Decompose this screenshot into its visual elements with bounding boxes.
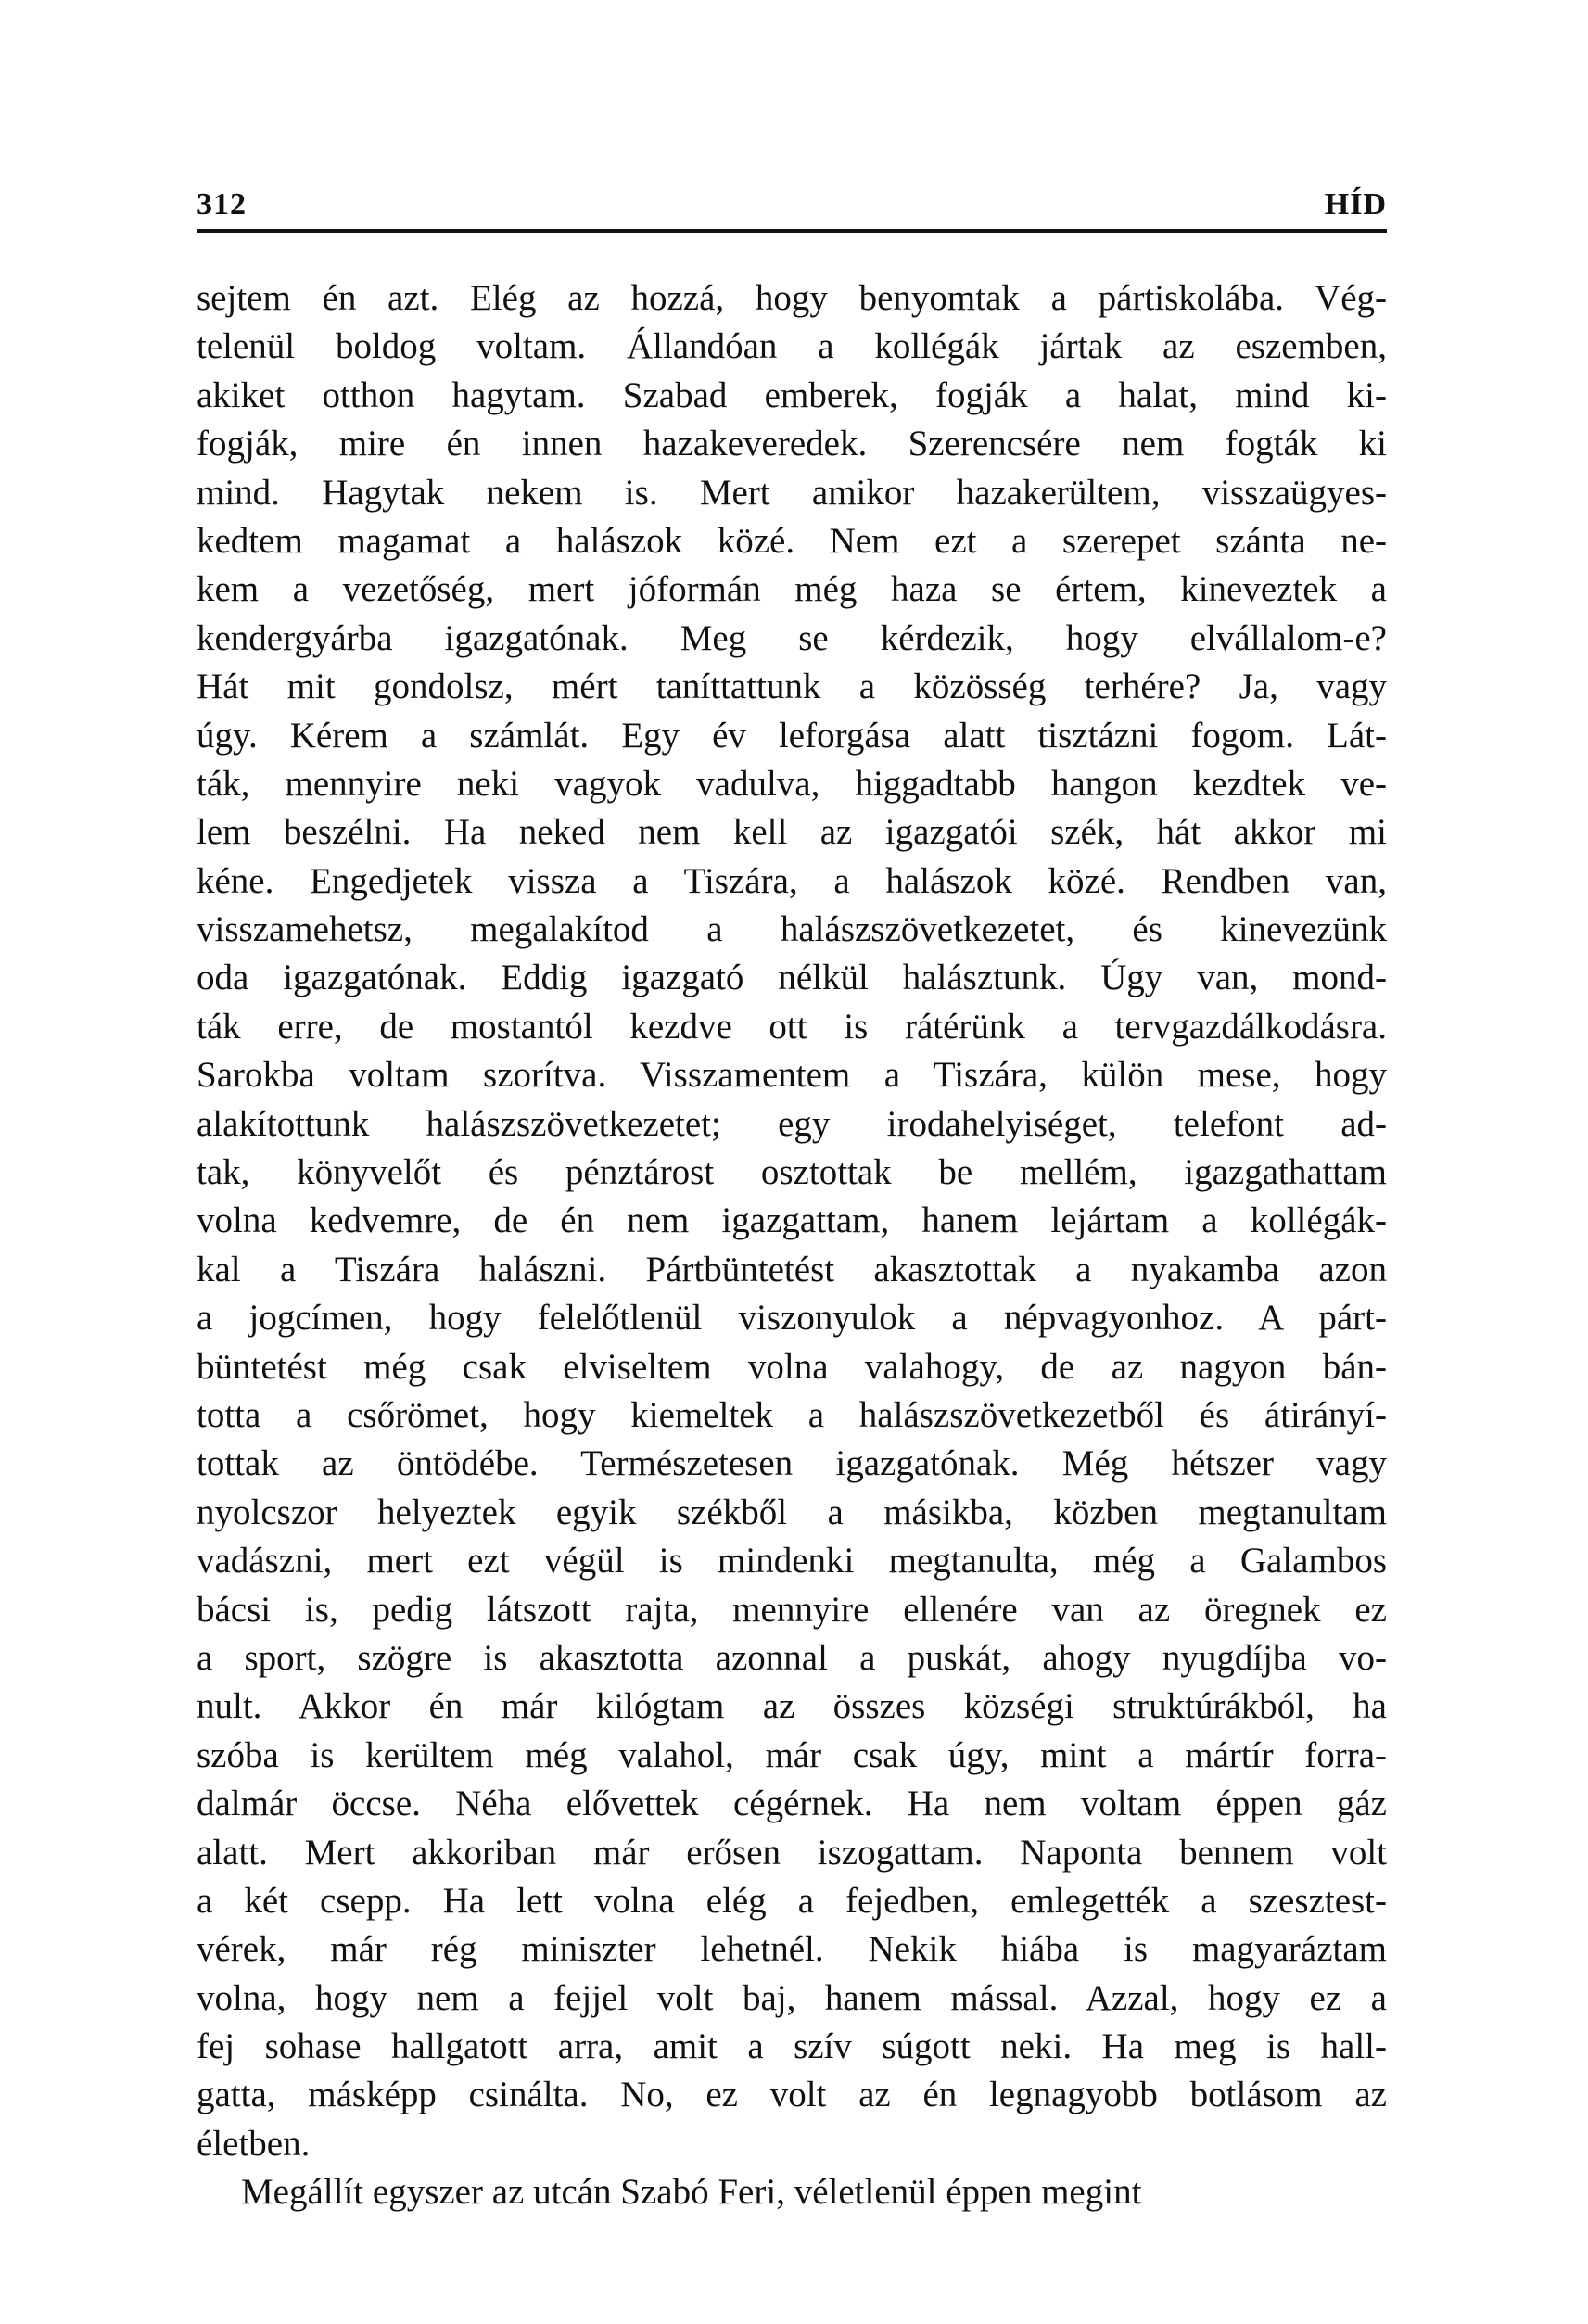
- text-line: nult. Akkor én már kilógtam az összes községi struktúrákból, ha: [197, 1686, 1387, 1727]
- text-line: volna kedvemre, de én nem igazgattam, hanem lejártam a kollégák-: [197, 1200, 1387, 1241]
- text-line: lem beszélni. Ha neked nem kell az igazgatói szék, hát akkor mi: [197, 812, 1387, 853]
- text-line: kem a vezetőség, mert jóformán még haza se értem, kineveztek a: [197, 569, 1387, 610]
- text-line: telenül boldog voltam. Állandóan a kollégák jártak az eszemben,: [197, 326, 1387, 367]
- text-line: kedtem magamat a halászok közé. Nem ezt a szerepet szánta ne-: [197, 520, 1387, 561]
- text-line: szóba is kerültem még valahol, már csak úgy, mint a mártír forra-: [197, 1734, 1387, 1775]
- text-line: mind. Hagytak nekem is. Mert amikor hazakerültem, visszaügyes-: [197, 472, 1387, 513]
- text-line: a sport, szögre is akasztotta azonnal a puskát, ahogy nyugdíjba vo-: [197, 1637, 1387, 1678]
- page-number: 312: [197, 187, 247, 222]
- text-line: sejtem én azt. Elég az hozzá, hogy benyomtak a pártiskolába. Vég-: [197, 278, 1387, 318]
- text-line: ták, mennyire neki vagyok vadulva, higgadtabb hangon kezdtek ve-: [197, 763, 1387, 804]
- text-line: alakítottunk halászszövetkezetet; egy irodahelyiséget, telefont ad-: [197, 1103, 1387, 1144]
- text-line: fogják, mire én innen hazakeveredek. Szerencsére nem fogták ki: [197, 424, 1387, 464]
- running-head: [197, 182, 1387, 228]
- text-line: kéne. Engedjetek vissza a Tiszára, a halászok közé. Rendben van,: [197, 860, 1387, 901]
- text-line: kendergyárba igazgatónak. Meg se kérdezik, hogy elvállalom-e?: [197, 617, 1387, 658]
- text-line: totta a csőrömet, hogy kiemeltek a halászszövetkezetből és átirányí-: [197, 1394, 1387, 1435]
- paragraph-end-line: életben.: [197, 2123, 311, 2164]
- text-line: büntetést még csak elviseltem volna valahogy, de az nagyon bán-: [197, 1346, 1387, 1387]
- text-line: a két csepp. Ha lett volna elég a fejedben, emlegették a szesztest-: [197, 1880, 1387, 1921]
- text-line: akiket otthon hagytam. Szabad emberek, fogják a halat, mind ki-: [197, 375, 1387, 415]
- text-line: tottak az öntödébe. Természetesen igazgatónak. Még hétszer vagy: [197, 1443, 1387, 1484]
- text-line: dalmár öccse. Néha elővettek cégérnek. Ha nem voltam éppen gáz: [197, 1784, 1387, 1824]
- text-line: alatt. Mert akkoriban már erősen iszogattam. Naponta bennem volt: [197, 1832, 1387, 1873]
- text-line: Hát mit gondolsz, mért taníttattunk a közösség terhére? Ja, vagy: [197, 667, 1387, 707]
- text-line: úgy. Kérem a számlát. Egy év leforgása alatt tisztázni fogom. Lát-: [197, 715, 1387, 756]
- text-line: visszamehetsz, megalakítod a halászszövetkezetet, és kinevezünk: [197, 909, 1387, 950]
- header-rule: [197, 229, 1387, 233]
- text-line: volna, hogy nem a fejjel volt baj, hanem mással. Azzal, hogy ez a: [197, 1977, 1387, 2018]
- text-line: oda igazgatónak. Eddig igazgató nélkül halásztunk. Úgy van, mond-: [197, 958, 1387, 998]
- text-body: [197, 274, 1387, 2217]
- text-line: tak, könyvelőt és pénztárost osztottak be mellém, igazgathattam: [197, 1152, 1387, 1193]
- text-line: vérek, már rég miniszter lehetnél. Nekik hiába is magyaráztam: [197, 1929, 1387, 1970]
- text-line: fej sohase hallgatott arra, amit a szív súgott neki. Ha meg is hall-: [197, 2026, 1387, 2067]
- text-line: a jogcímen, hogy felelőtlenül viszonyulok a népvagyonhoz. A párt-: [197, 1298, 1387, 1339]
- text-line: bácsi is, pedig látszott rajta, mennyire ellenére van az öregnek ez: [197, 1589, 1387, 1630]
- paragraph-first-line: Megállít egyszer az utcán Szabó Feri, véletlenül éppen megint: [241, 2172, 1142, 2213]
- text-line: nyolcszor helyeztek egyik székből a másikba, közben megtanultam: [197, 1492, 1387, 1532]
- journal-title: HÍD: [1324, 187, 1387, 222]
- text-line: gatta, másképp csinálta. No, ez volt az én legnagyobb botlásom az: [197, 2075, 1387, 2115]
- text-line: vadászni, mert ezt végül is mindenki megtanulta, még a Galambos: [197, 1541, 1387, 1581]
- text-line: ták erre, de mostantól kezdve ott is rátérünk a tervgazdálkodásra.: [197, 1006, 1387, 1047]
- text-line: kal a Tiszára halászni. Pártbüntetést akasztottak a nyakamba azon: [197, 1249, 1387, 1289]
- text-line: Sarokba voltam szorítva. Visszamentem a Tiszára, külön mese, hogy: [197, 1055, 1387, 1096]
